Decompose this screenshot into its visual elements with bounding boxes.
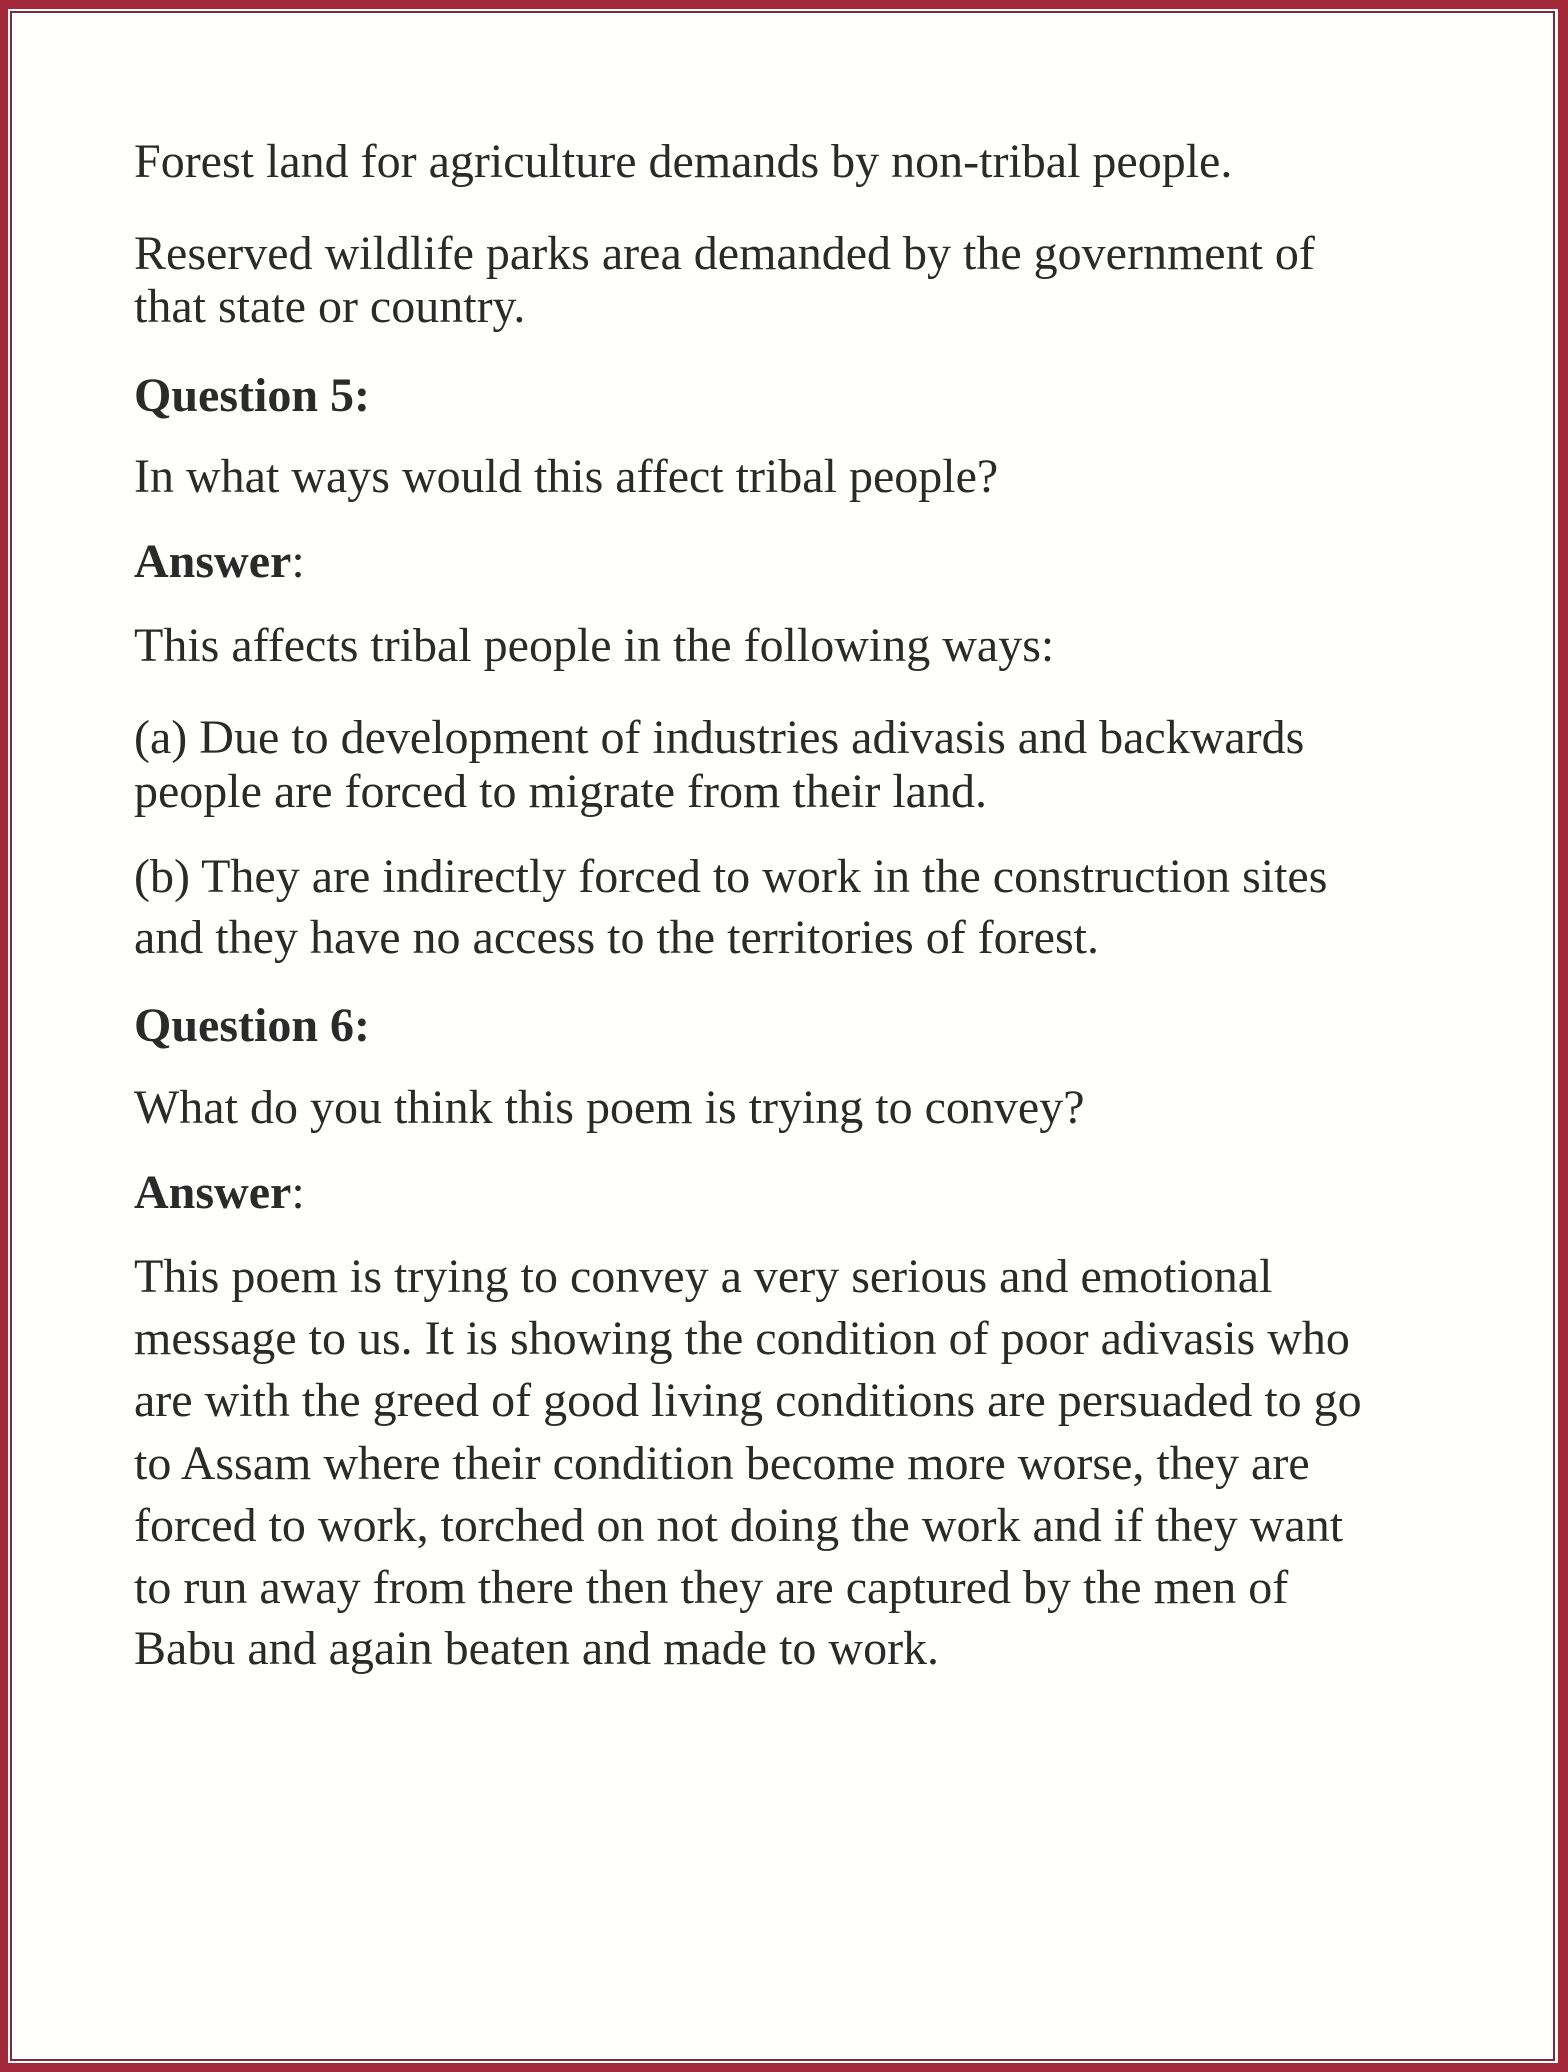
- question-6-text: What do you think this poem is trying to convey?: [134, 1081, 1085, 1134]
- question-5-point-b-line-1: (b) They are indirectly forced to work in the construction sites: [134, 850, 1328, 903]
- question-5-answer-intro: This affects tribal people in the following ways:: [134, 619, 1055, 672]
- question-6-answer-line-4: to Assam where their condition become more worse, they are: [134, 1437, 1310, 1490]
- question-5-point-a-line-2: people are forced to migrate from their land.: [134, 765, 987, 818]
- answer-label-colon: :: [291, 535, 305, 588]
- paragraph-reserved-parks-line-2: that state or country.: [134, 280, 526, 333]
- question-5-text: In what ways would this affect tribal people?: [134, 450, 999, 503]
- question-6-answer-line-3: are with the greed of good living conditions are persuaded to go: [134, 1374, 1362, 1427]
- question-6-heading: Question 6:: [134, 999, 371, 1052]
- question-6-answer-line-5: forced to work, torched on not doing the work and if they want: [134, 1499, 1344, 1552]
- question-6-answer-line-6: to run away from there then they are captured by the men of: [134, 1561, 1289, 1614]
- answer-label-colon: :: [291, 1166, 305, 1219]
- question-6-answer-line-7: Babu and again beaten and made to work.: [134, 1622, 940, 1675]
- question-6-answer-line-1: This poem is trying to convey a very serious and emotional: [134, 1250, 1273, 1303]
- question-5-answer-label: [134, 535, 305, 588]
- paragraph-forest-land: Forest land for agriculture demands by non-tribal people.: [134, 135, 1233, 188]
- answer-label-text: Answer: [134, 535, 292, 588]
- paragraph-reserved-parks-line-1: Reserved wildlife parks area demanded by the government of: [134, 227, 1315, 280]
- question-5-point-b-line-2: and they have no access to the territories of forest.: [134, 911, 1099, 964]
- answer-label-text: Answer: [134, 1166, 292, 1219]
- question-5-point-a-line-1: (a) Due to development of industries adivasis and backwards: [134, 711, 1305, 764]
- question-5-heading: Question 5:: [134, 369, 371, 422]
- question-6-answer-line-2: message to us. It is showing the condition of poor adivasis who: [134, 1312, 1350, 1365]
- question-6-answer-label: [134, 1166, 305, 1219]
